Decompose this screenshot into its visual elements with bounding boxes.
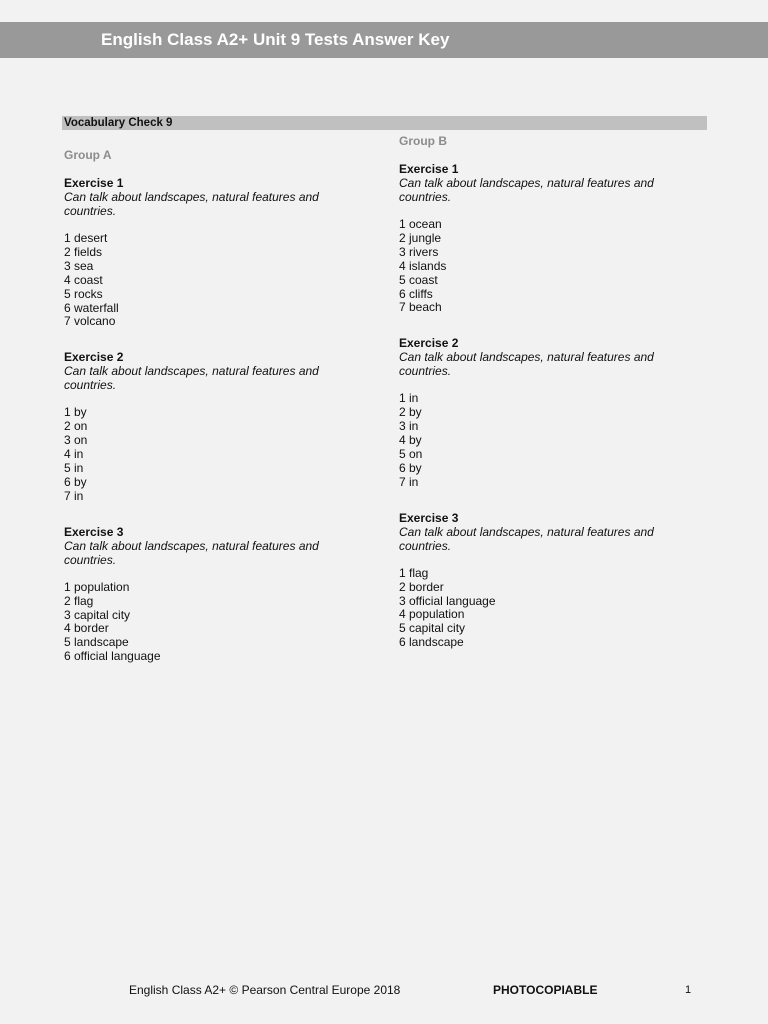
exercise-description: Can talk about landscapes, natural features and countries. xyxy=(64,190,319,218)
answer-item: 6 by xyxy=(64,474,87,489)
answer-item: 2 jungle xyxy=(399,230,442,245)
answer-item: 7 beach xyxy=(399,300,442,315)
answer-item: 5 rocks xyxy=(64,286,103,301)
answer-item: 4 in xyxy=(64,447,84,462)
answer-item: 2 on xyxy=(64,419,88,434)
exercise-title: Exercise 3 xyxy=(64,524,124,539)
answer-item: 5 capital city xyxy=(399,621,466,636)
answer-item: 6 waterfall xyxy=(64,300,119,315)
answer-item: 3 on xyxy=(64,433,88,448)
page-title: English Class A2+ Unit 9 Tests Answer Key xyxy=(101,30,450,49)
exercise xyxy=(64,525,364,664)
answer-list xyxy=(399,567,699,650)
answer-item: 2 flag xyxy=(64,593,94,608)
exercise-description: Can talk about landscapes, natural features and countries. xyxy=(399,350,654,379)
answer-item: 1 population xyxy=(64,579,130,594)
answer-item: 1 in xyxy=(399,391,419,406)
exercise-description: Can talk about landscapes, natural features and countries. xyxy=(64,364,319,393)
exercise xyxy=(64,176,364,329)
answer-item: 7 in xyxy=(64,488,84,503)
answer-item: 1 ocean xyxy=(399,217,442,231)
exercise-title: Exercise 2 xyxy=(399,336,459,351)
answer-item: 6 landscape xyxy=(399,635,464,650)
section-title: Vocabulary Check 9 xyxy=(64,117,173,129)
group-label: Group A xyxy=(64,148,112,162)
answer-item: 7 in xyxy=(399,474,419,489)
answer-list xyxy=(64,406,364,503)
answer-item: 3 capital city xyxy=(64,607,131,622)
answer-item: 1 desert xyxy=(64,231,108,245)
answer-item: 5 coast xyxy=(399,272,438,287)
exercise-description: Can talk about landscapes, natural features and countries. xyxy=(399,176,654,204)
answer-list xyxy=(64,581,364,664)
answer-item: 7 volcano xyxy=(64,314,116,329)
exercise-title: Exercise 1 xyxy=(399,162,459,176)
section-bar xyxy=(62,116,707,130)
answer-item: 2 by xyxy=(399,405,422,420)
group-label: Group B xyxy=(399,134,447,148)
answer-item: 3 sea xyxy=(64,258,94,273)
exercise xyxy=(64,350,364,503)
exercise-title: Exercise 3 xyxy=(399,510,459,525)
answer-list xyxy=(399,218,699,315)
answer-item: 2 fields xyxy=(64,244,103,259)
page-number: 1 xyxy=(685,984,692,996)
answer-item: 4 population xyxy=(399,607,465,622)
answer-item: 5 on xyxy=(399,446,423,461)
answer-item: 3 rivers xyxy=(399,244,439,259)
exercise-title: Exercise 1 xyxy=(64,176,124,190)
answer-item: 3 official language xyxy=(399,593,496,608)
exercise-description: Can talk about landscapes, natural features and countries. xyxy=(399,524,654,553)
group-a-column xyxy=(64,148,364,685)
header-bar xyxy=(0,22,768,58)
answer-item: 4 border xyxy=(64,621,109,636)
group-b-column xyxy=(399,134,699,671)
answer-item: 6 official language xyxy=(64,649,161,664)
answer-item: 6 by xyxy=(399,460,422,475)
copyright-text: English Class A2+ © Pearson Central Europe 2018 xyxy=(129,983,401,997)
answer-item: 4 coast xyxy=(64,272,103,287)
answer-item: 1 by xyxy=(64,405,87,420)
answer-list xyxy=(64,232,364,329)
answer-list xyxy=(399,392,699,489)
answer-item: 3 in xyxy=(399,419,419,434)
exercise-description: Can talk about landscapes, natural features and countries. xyxy=(64,538,319,567)
photocopiable-label: PHOTOCOPIABLE xyxy=(493,983,598,997)
answer-item: 5 landscape xyxy=(64,635,129,650)
exercise xyxy=(399,511,699,650)
exercise-title: Exercise 2 xyxy=(64,350,124,365)
answer-item: 2 border xyxy=(399,579,444,594)
answer-item: 4 islands xyxy=(399,258,447,273)
exercise xyxy=(399,336,699,489)
answer-item: 6 cliffs xyxy=(399,286,433,301)
answer-item: 4 by xyxy=(399,433,422,448)
answer-item: 5 in xyxy=(64,460,84,475)
exercise xyxy=(399,162,699,315)
answer-item: 1 flag xyxy=(399,565,429,580)
